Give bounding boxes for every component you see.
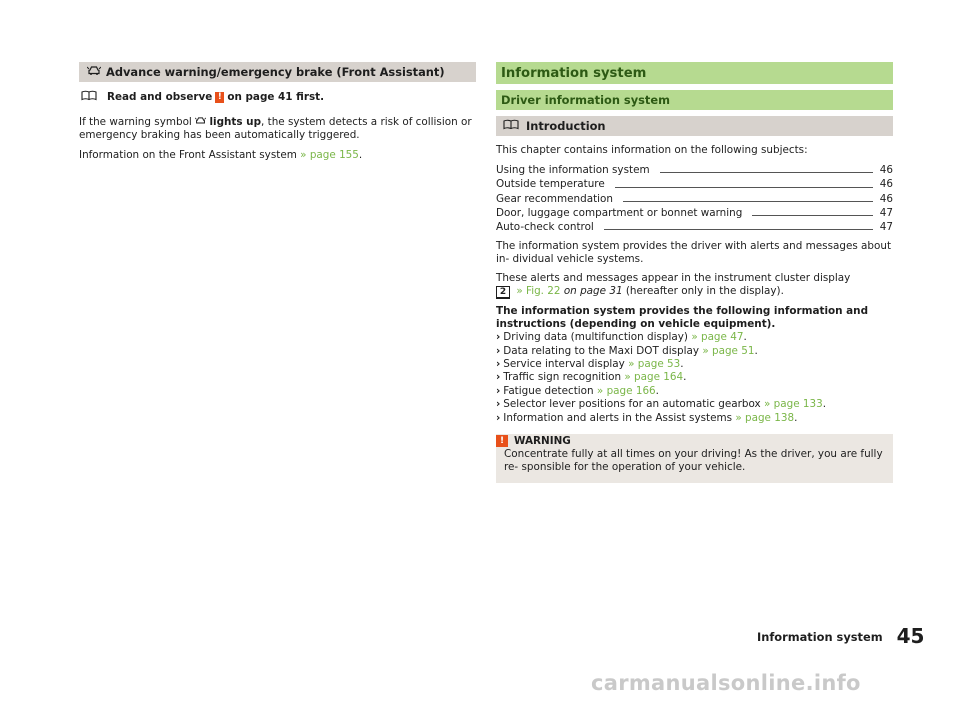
front-assist-icon: [195, 116, 206, 128]
warning-symbol-paragraph: If the warning symbol lights up, the system detects a risk of collision or emergency braking has been automatically triggered.: [79, 116, 472, 142]
read-observe-line: [79, 90, 476, 104]
warning-icon: !: [496, 435, 508, 447]
section-heading-front-assistant: [79, 62, 476, 82]
watermark: carmanualsonline.info: [591, 671, 861, 695]
page-number: 45: [896, 624, 925, 648]
chapter-title: Information system: [496, 62, 893, 84]
book-icon: [503, 119, 526, 133]
page-link[interactable]: » page 155: [300, 149, 359, 162]
list-item: › Service interval display » page 53.: [496, 358, 684, 371]
section-title: Driver information system: [496, 90, 893, 110]
toc-row[interactable]: Auto-check control 47: [496, 221, 893, 234]
list-item: › Traffic sign recognition » page 164.: [496, 371, 687, 384]
front-assistant-info-paragraph: Information on the Front Assistant system » page 155.: [79, 149, 363, 162]
toc-row[interactable]: Outside temperature 46: [496, 178, 893, 191]
read-observe-suffix: on page 41 first.: [227, 91, 325, 103]
left-column: [79, 62, 476, 163]
intro-heading: [496, 116, 893, 136]
warning-icon: !: [215, 92, 224, 103]
page-footer: [757, 626, 924, 646]
footer-section: Information system: [757, 630, 883, 644]
intro-text: This chapter contains information on the following subjects:: [496, 144, 808, 156]
toc-row[interactable]: Door, luggage compartment or bonnet warning 47: [496, 206, 893, 219]
toc-list: [496, 163, 893, 234]
list-item: › Selector lever positions for an automatic gearbox » page 133.: [496, 398, 827, 411]
read-observe-prefix: Read and observe: [107, 91, 213, 103]
intro-title: Introduction: [526, 119, 606, 133]
right-column: [496, 62, 893, 483]
display-paragraph: These alerts and messages appear in the instrument cluster display 2 » Fig. 22 on page 31 (hereafter only in the display).: [496, 271, 851, 297]
figure-link[interactable]: » Fig. 22: [516, 284, 561, 297]
warning-box: [496, 434, 893, 483]
list-item: › Fatigue detection » page 166.: [496, 384, 659, 397]
toc-row[interactable]: Gear recommendation 46: [496, 192, 893, 205]
display-number-box: 2: [496, 286, 510, 299]
warning-text: Concentrate fully at all times on your driving! As the driver, you are fully re- sponsible for the operation of your vehicle.: [504, 448, 883, 474]
book-icon: [81, 90, 107, 104]
bold-paragraph: The information system provides the following information and instructions (depending on vehicle equipment).: [496, 304, 869, 331]
warning-label: WARNING: [514, 435, 571, 448]
bullet-list: [496, 331, 893, 425]
section-heading-text: Advance warning/emergency brake (Front Assistant): [106, 65, 445, 79]
front-assist-icon: [87, 65, 106, 79]
list-item: › Data relating to the Maxi DOT display » page 51.: [496, 344, 758, 357]
list-item: › Information and alerts in the Assist systems » page 138.: [496, 411, 798, 424]
warning-header: [496, 434, 885, 448]
alerts-paragraph: The information system provides the driver with alerts and messages about in- dividual vehicle systems.: [496, 240, 892, 266]
toc-row[interactable]: Using the information system 46: [496, 164, 893, 177]
list-item: › Driving data (multifunction display) » page 47.: [496, 331, 747, 344]
